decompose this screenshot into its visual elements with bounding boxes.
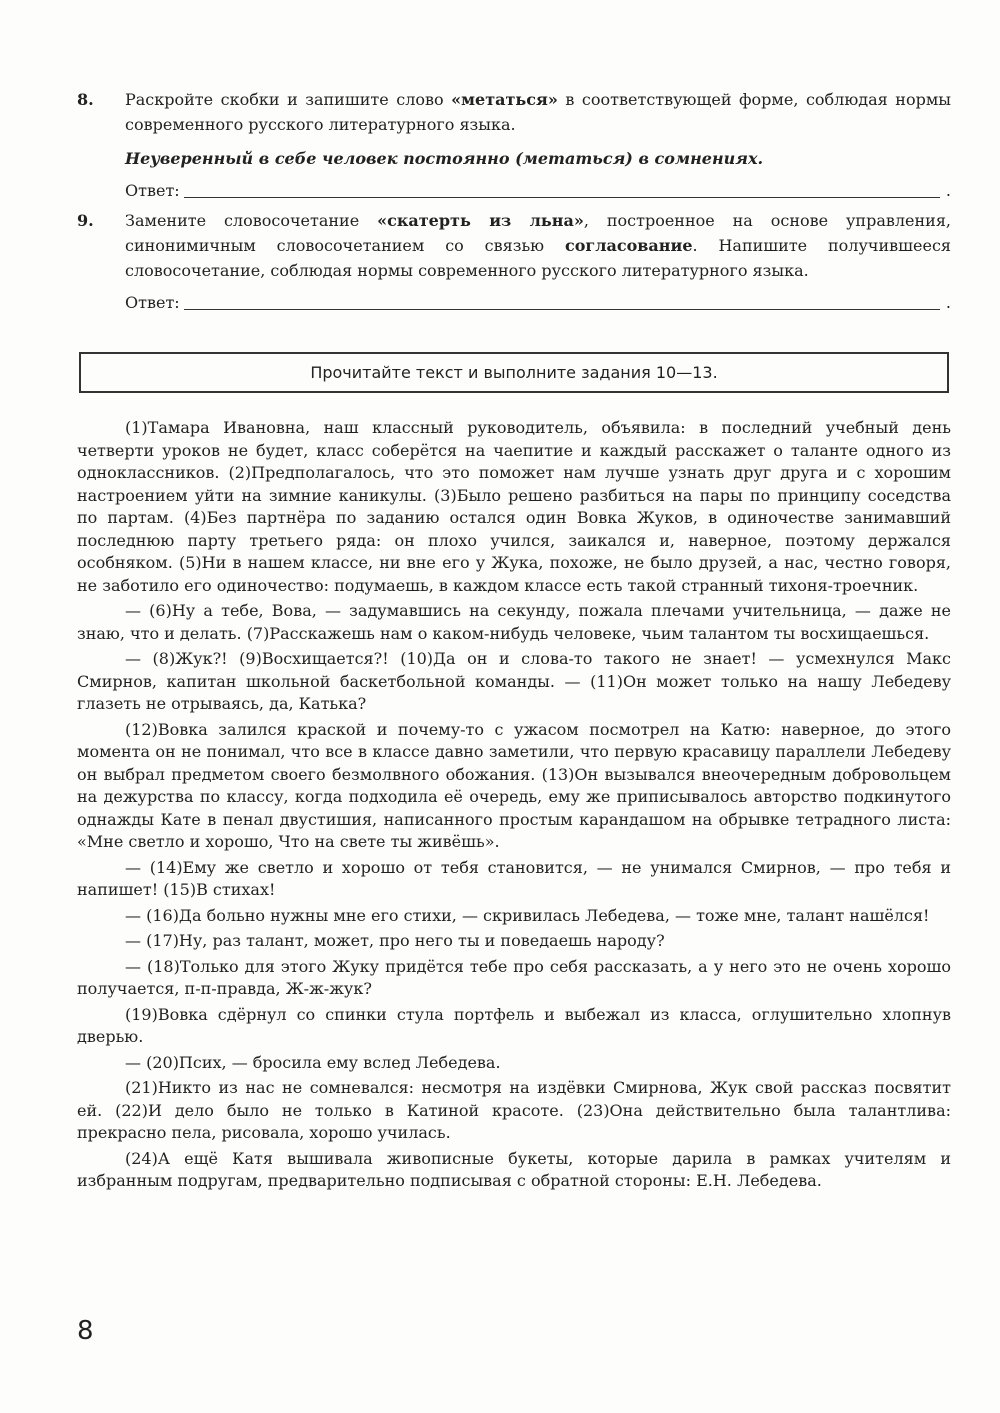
text-paragraph: — (20)Псих, — бросила ему вслед Лебедева.	[125, 1052, 501, 1072]
text-paragraph: (12)Вовка залился краской и почему-то с ужасом посмотрел на Катю: наверное, до этого момента он не понимал, что все в классе давно заметили, что первую красавицу параллели Лебедеву он выбрал предметом своего безмолвного обожания. (13)Он вызывался внеочередным добровольцем на дежурства по классу, когда подходила её очередь, ему же приписывалось авторство подкинутого однажды Кате в пенал двустишия, написанного простым карандашом на обрывке тетрадного листа: «Мне светло и хорошо, Что на свете ты живёшь».	[77, 719, 951, 851]
text-paragraph: (19)Вовка сдёрнул со спинки стула портфель и выбежал из класса, оглушительно хлопнув дверью.	[77, 1004, 951, 1046]
text-paragraph: (24)А ещё Катя вышивала живописные букеты, которые дарила в рамках учителям и избранным подругам, предварительно подписывая с обратной стороны: Е.Н. Лебедева.	[77, 1148, 951, 1190]
task-9-part2: , построенное на основе управления, синонимичным словосочетанием со связью	[125, 211, 952, 255]
task-8-answer-field[interactable]	[184, 177, 940, 198]
task-9-body	[125, 208, 951, 315]
task-8-instruction	[125, 87, 951, 137]
task-8-intro: Раскройте скобки и запишите слово	[125, 90, 452, 109]
text-paragraph: — (14)Ему же светло и хорошо от тебя становится, — не унимался Смирнов, — про тебя и напишет! (15)В стихах!	[77, 857, 951, 899]
task-8-rest: в соответствующей форме, соблюдая нормы современного русского литературного языка.	[125, 90, 951, 134]
task-8-word: «метаться»	[451, 90, 558, 109]
task-8-number: 8.	[77, 90, 94, 109]
text-paragraph: — (17)Ну, раз талант, может, про него ты и поведаешь народу?	[125, 931, 665, 950]
text-paragraph: — (16)Да больно нужны мне его стихи, — скривилась Лебедева, — тоже мне, талант нашёлся!	[125, 905, 930, 925]
task-9-answer-end: .	[945, 293, 951, 312]
task-9-part3: . Напишите получившееся словосочетание, соблюдая нормы современного русского литературного языка.	[125, 236, 951, 280]
text-paragraph: — (8)Жук?! (9)Восхищается?! (10)Да он и слова-то такого не знает! — усмехнулся Макс Смирнов, капитан школьной баскетбольной команды. — (11)Он может только на нашу Лебедеву глазеть не отрываясь, да, Катька?	[77, 649, 951, 713]
task-9-number: 9.	[77, 211, 94, 230]
task-9-answer-label: Ответ:	[125, 293, 180, 312]
task-9-instruction	[125, 208, 951, 283]
task-8-answer-end: .	[945, 181, 951, 200]
text-paragraph: (21)Никто из нас не сомневался: несмотря на издёвки Смирнова, Жук свой рассказ посвятит ей. (22)И дело было не только в Катиной красоте. (23)Она действительно была талантлива: прекрасно пела, рисовала, хорошо училась.	[77, 1078, 951, 1142]
task-9-phrase: «скатерть из льна»	[377, 211, 584, 230]
reading-text	[77, 417, 951, 1196]
task-8-body	[125, 87, 951, 203]
task-9-answer-row	[125, 289, 951, 315]
reading-instruction: Прочитайте текст и выполните задания 10—13.	[310, 363, 718, 382]
task-9-part1: Замените словосочетание	[125, 211, 378, 230]
text-paragraph: — (18)Только для этого Жуку придётся тебе про себя рассказать, а у него это не очень хорошо получается, п-п-правда, Ж-ж-жук?	[77, 956, 951, 998]
text-paragraph: (1)Тамара Ивановна, наш классный руководитель, объявила: в последний учебный день четверти уроков не будет, класс соберётся на чаепитие и каждый расскажет о таланте одного из одноклассников. (2)Предполагалось, что это поможет нам лучше узнать друг друга и с хорошим настроением уйти на зимние каникулы. (3)Было решено разбиться на пары по принципу соседства по партам. (4)Без партнёра по заданию остался один Вовка Жуков, в одиночестве занимавший последнюю парту третьего ряда: он плохо учился, заикался и, наверное, поэтому держался особняком. (5)Ни в нашем классе, ни вне его у Жука, похоже, не было друзей, а нас, честно говоря, не заботило его одиночество: подумаешь, в каждом классе есть такой странный тихоня-троечник.	[77, 418, 951, 595]
task-9-answer-field[interactable]	[184, 289, 940, 310]
task-8-answer-row	[125, 177, 951, 203]
task-9-link-type: согласование	[564, 236, 693, 255]
page-number: 8	[77, 1316, 94, 1346]
text-paragraph: — (6)Ну а тебе, Вова, — задумавшись на секунду, пожала плечами учительница, — даже не знаю, что и делать. (7)Расскажешь нам о каком-нибудь человеке, чьим талантом ты восхищаешься.	[77, 601, 951, 643]
task-8-sentence: Неуверенный в себе человек постоянно (метаться) в сомнениях.	[125, 149, 764, 168]
task-8-answer-label: Ответ:	[125, 181, 180, 200]
reading-instruction-box	[79, 352, 949, 393]
